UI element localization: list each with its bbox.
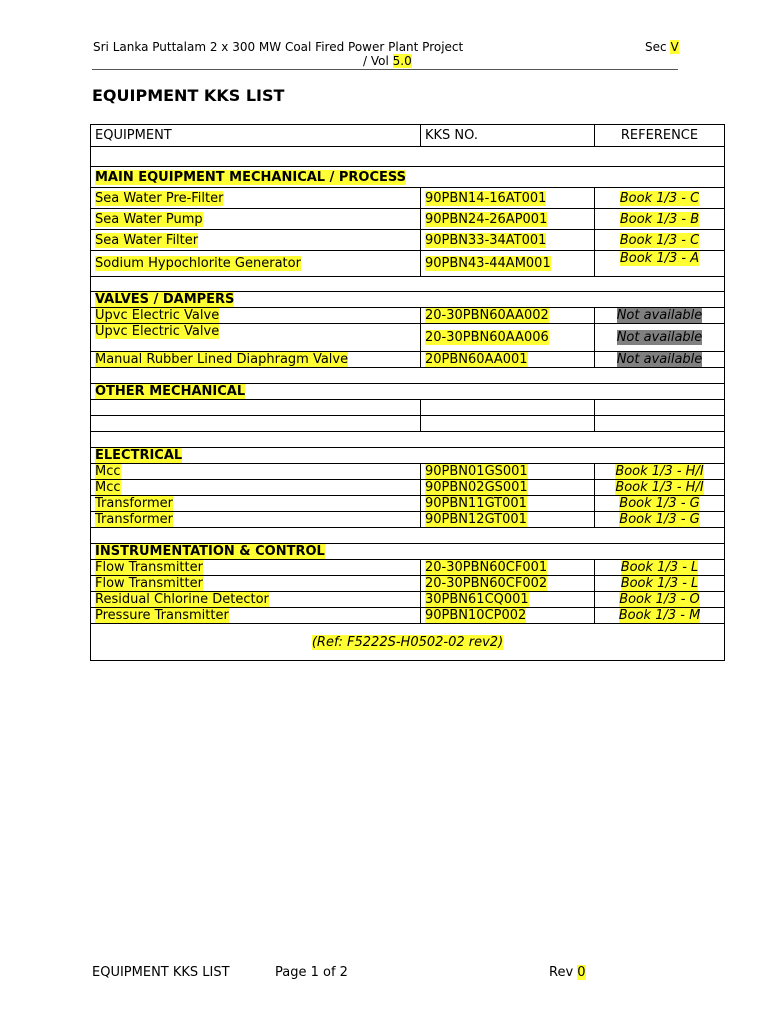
reference-cell: Not available: [616, 352, 703, 367]
section-row: [91, 167, 725, 188]
reference-cell: Not available: [616, 308, 703, 323]
table-row: [91, 209, 725, 230]
spacer-row: [91, 528, 725, 544]
table-row: [91, 496, 725, 512]
column-header-equipment: EQUIPMENT: [91, 125, 421, 147]
section-row: [91, 292, 725, 308]
equipment-cell: Sea Water Pre-Filter: [95, 190, 224, 206]
kks-cell: 90PBN43-44AM001: [425, 256, 551, 271]
reference-cell: Not available: [616, 330, 703, 345]
kks-cell: 20-30PBN60AA002: [425, 308, 549, 323]
note-row: [91, 624, 725, 661]
table-row: [91, 324, 725, 352]
reference-cell: Book 1/3 - H/I: [615, 480, 704, 495]
kks-table: [90, 124, 725, 661]
footer-title: EQUIPMENT KKS LIST: [92, 965, 230, 980]
table-row: [91, 416, 725, 432]
table-row: [91, 576, 725, 592]
footer-page-number: Page 1 of 2: [275, 965, 348, 980]
table-row: [91, 464, 725, 480]
equipment-cell: Flow Transmitter: [95, 576, 203, 591]
section-row: [91, 448, 725, 464]
kks-cell: 90PBN33-34AT001: [425, 232, 547, 248]
equipment-cell: Mcc: [95, 480, 121, 495]
equipment-cell: Upvc Electric Valve: [95, 324, 220, 339]
reference-cell: Book 1/3 - O: [619, 592, 700, 607]
kks-cell: 90PBN12GT001: [425, 512, 527, 527]
kks-cell: 20PBN60AA001: [425, 352, 528, 367]
section-row: [91, 544, 725, 560]
kks-cell: 90PBN10CP002: [425, 608, 527, 623]
spacer-row: [91, 432, 725, 448]
column-header-reference: REFERENCE: [595, 125, 725, 147]
reference-cell: Book 1/3 - C: [619, 190, 700, 206]
equipment-cell: Sodium Hypochlorite Generator: [95, 256, 301, 271]
reference-note: (Ref: F5222S-H0502-02 rev2): [311, 634, 504, 650]
kks-cell: 20-30PBN60CF001: [425, 560, 548, 575]
rev-value: 0: [577, 965, 586, 980]
equipment-cell: Residual Chlorine Detector: [95, 592, 269, 607]
spacer-row: [91, 368, 725, 384]
table-row: [91, 400, 725, 416]
kks-cell: 20-30PBN60AA006: [425, 330, 549, 345]
vol-label: / Vol: [363, 54, 389, 68]
header-divider: [92, 69, 678, 70]
reference-cell: Book 1/3 - C: [619, 232, 700, 248]
equipment-cell: Transformer: [95, 512, 174, 527]
table-row: [91, 188, 725, 209]
table-row: [91, 480, 725, 496]
equipment-cell: Mcc: [95, 464, 121, 479]
kks-cell: 90PBN14-16AT001: [425, 190, 547, 206]
reference-cell: Book 1/3 - H/I: [615, 464, 704, 479]
table-row: [91, 352, 725, 368]
table-header-row: [91, 125, 725, 147]
reference-cell: Book 1/3 - L: [620, 560, 699, 575]
reference-cell: Book 1/3 - G: [619, 496, 700, 511]
table-row: [91, 251, 725, 277]
equipment-cell: Sea Water Filter: [95, 232, 199, 248]
equipment-cell: Pressure Transmitter: [95, 608, 229, 623]
kks-cell: 90PBN02GS001: [425, 480, 528, 495]
header-project-title: Sri Lanka Puttalam 2 x 300 MW Coal Fired Power Plant Project: [93, 40, 464, 54]
footer-revision: [549, 965, 586, 980]
reference-cell: Book 1/3 - M: [618, 608, 701, 623]
kks-cell: 30PBN61CQ001: [425, 592, 529, 607]
rev-label: Rev: [549, 965, 574, 980]
reference-cell: Book 1/3 - B: [619, 211, 700, 227]
kks-cell: 20-30PBN60CF002: [425, 576, 548, 591]
table-row: [91, 560, 725, 576]
section-instrumentation-control: INSTRUMENTATION & CONTROL: [95, 544, 325, 559]
equipment-cell: Sea Water Pump: [95, 211, 203, 227]
kks-cell: 90PBN01GS001: [425, 464, 528, 479]
kks-cell: 90PBN24-26AP001: [425, 211, 548, 227]
column-header-kks: KKS NO.: [421, 125, 595, 147]
equipment-cell: Upvc Electric Valve: [95, 308, 220, 323]
header-volume: [363, 54, 412, 68]
sec-value: V: [670, 40, 679, 54]
spacer-row: [91, 277, 725, 292]
equipment-cell: Flow Transmitter: [95, 560, 203, 575]
equipment-cell: Manual Rubber Lined Diaphragm Valve: [95, 352, 349, 367]
vol-value: 5.0: [392, 54, 412, 68]
sec-label: Sec: [645, 40, 667, 54]
reference-cell: Book 1/3 - G: [619, 512, 700, 527]
table-row: [91, 308, 725, 324]
section-main-equipment: MAIN EQUIPMENT MECHANICAL / PROCESS: [95, 169, 407, 185]
page-title: EQUIPMENT KKS LIST: [92, 86, 285, 105]
spacer-row: [91, 147, 725, 167]
equipment-cell: Transformer: [95, 496, 174, 511]
section-row: [91, 384, 725, 400]
kks-cell: 90PBN11GT001: [425, 496, 527, 511]
section-electrical: ELECTRICAL: [95, 448, 183, 463]
section-other-mechanical: OTHER MECHANICAL: [95, 384, 246, 399]
table-row: [91, 512, 725, 528]
reference-cell: Book 1/3 - A: [619, 251, 700, 266]
reference-cell: Book 1/3 - L: [620, 576, 699, 591]
header-section: [645, 40, 679, 54]
table-row: [91, 608, 725, 624]
table-row: [91, 230, 725, 251]
section-valves-dampers: VALVES / DAMPERS: [95, 292, 235, 307]
table-row: [91, 592, 725, 608]
